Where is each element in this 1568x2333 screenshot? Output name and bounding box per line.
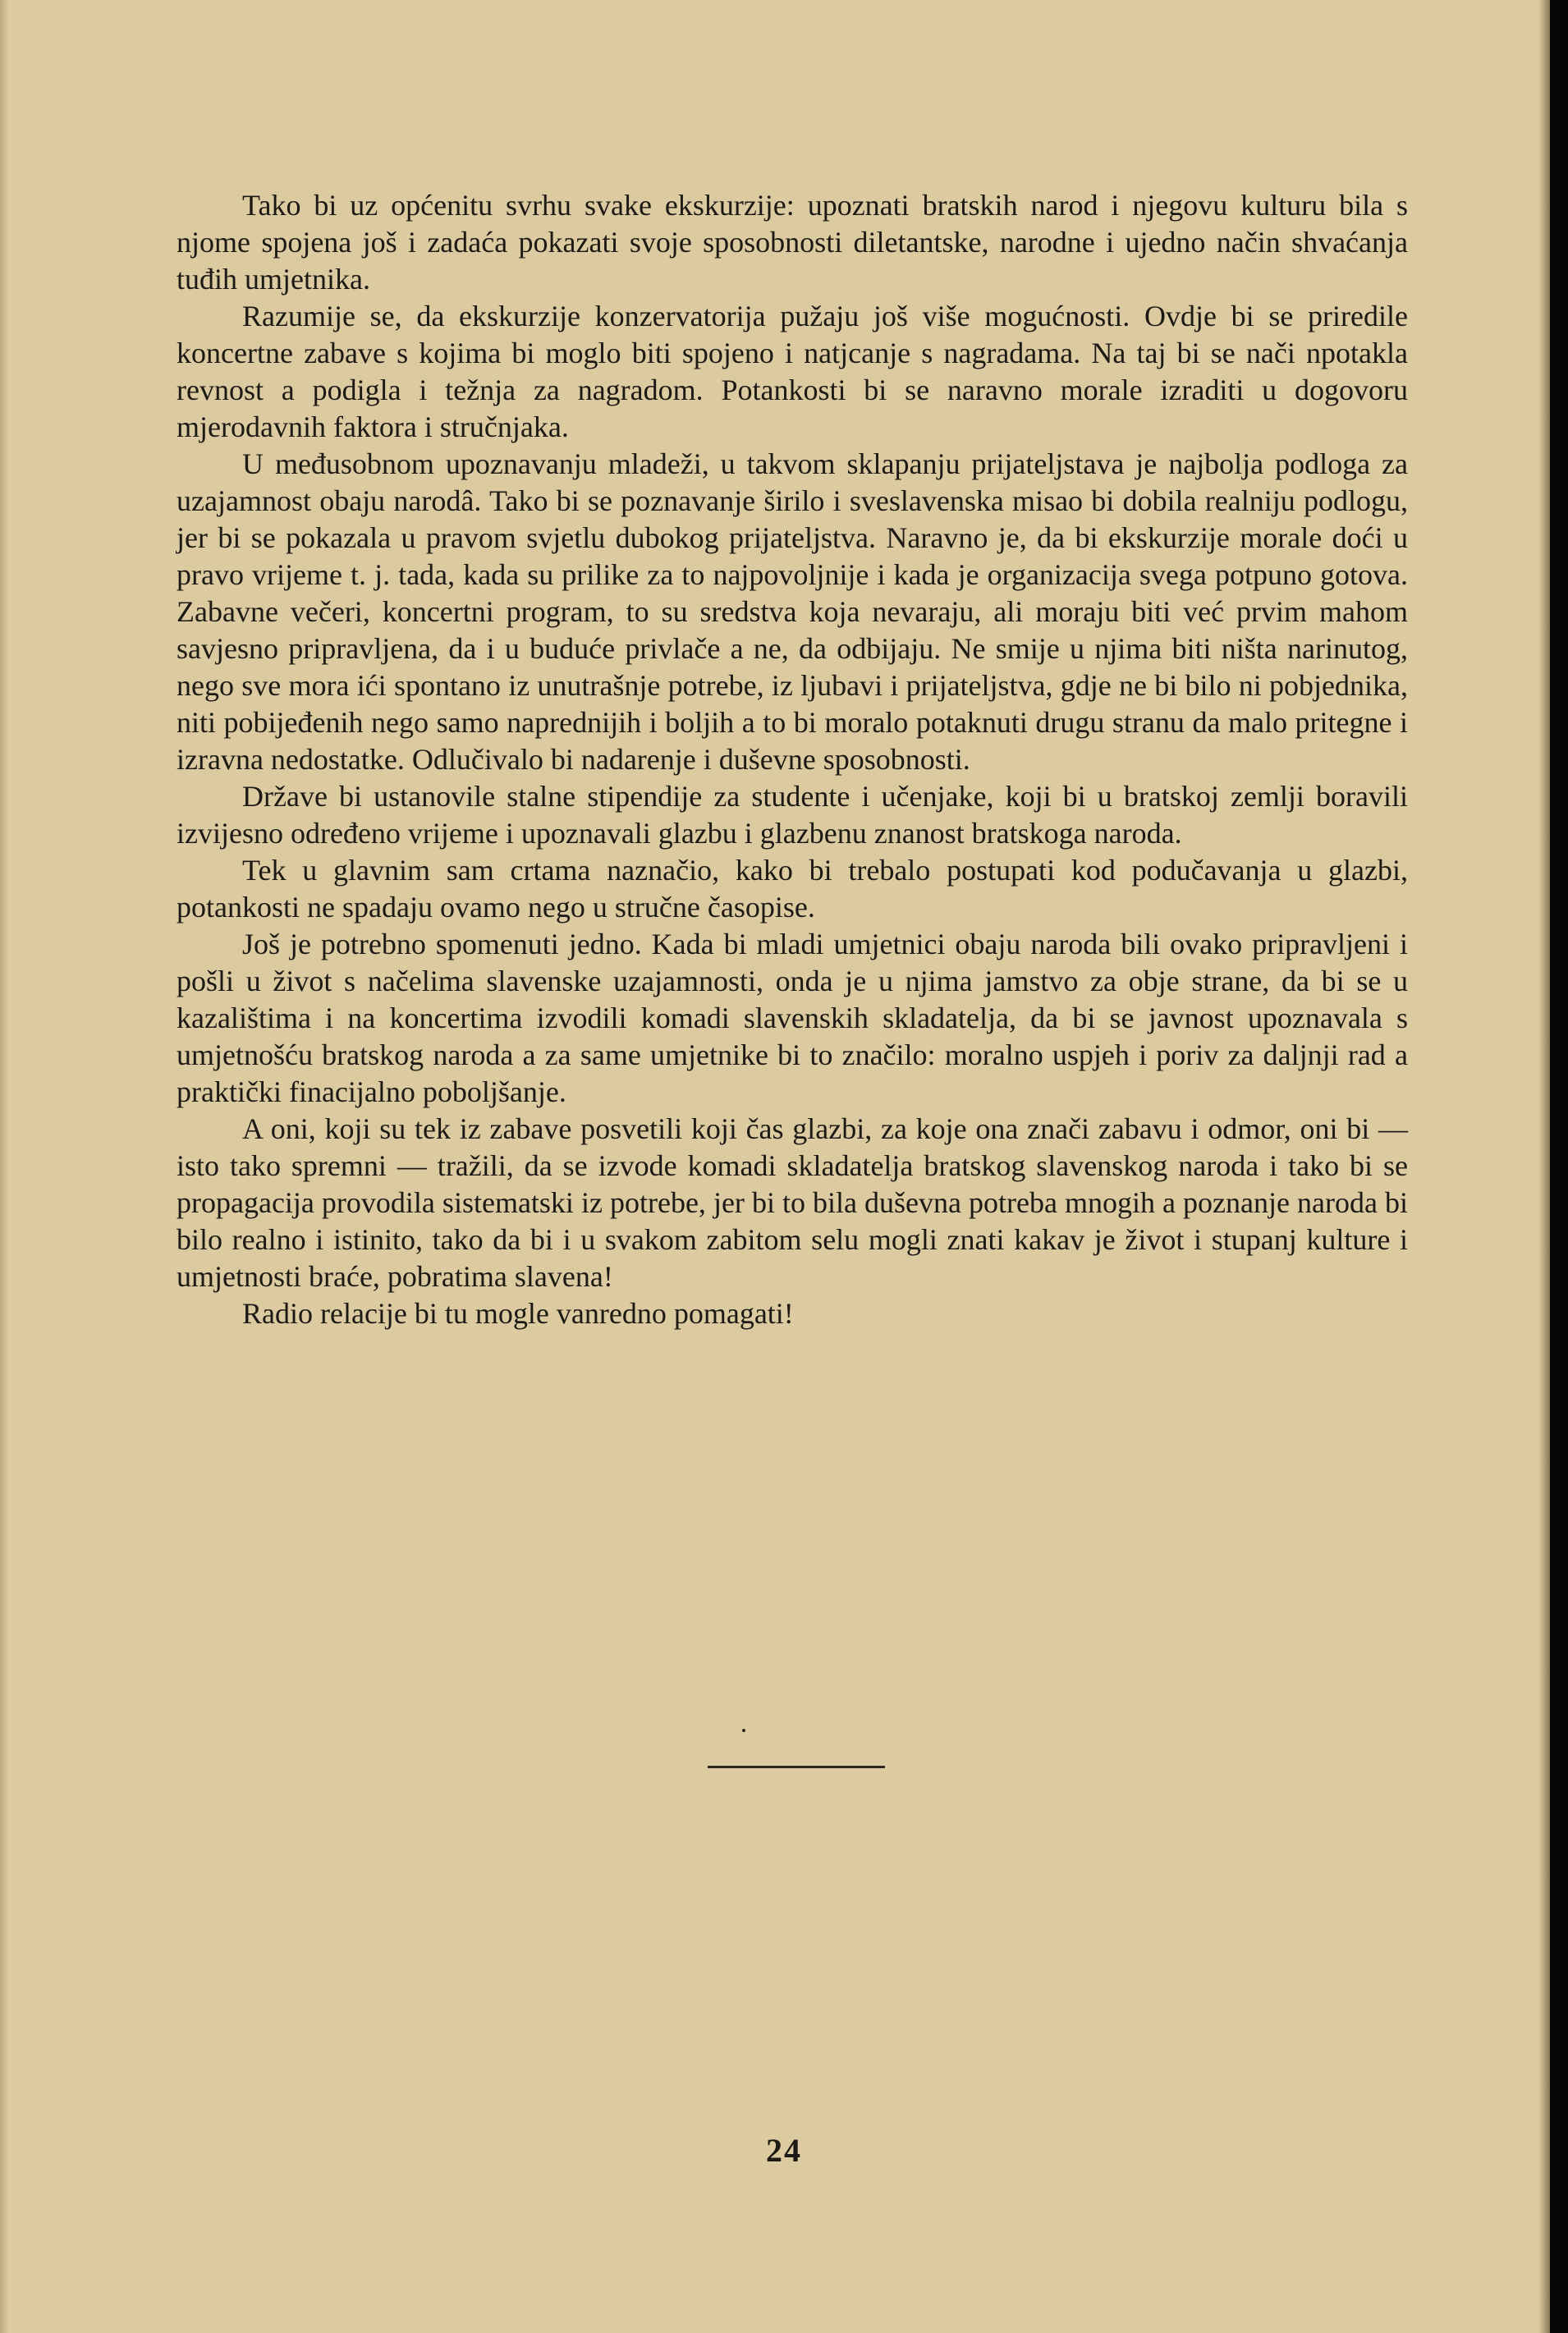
closing-divider [708, 1766, 885, 1768]
paragraph: Radio relacije bi tu mogle vanredno pomagati! [242, 1297, 794, 1330]
paragraph: U međusobnom upoznavanju mladeži, u takvom sklapanju prijateljstava je najbolja podloga za uzajamnost obaju narodâ. Tako bi se poznavanje širilo i sveslavenska misao bi dobila realniju podlogu, jer bi se pokazala u pravom svjetlu dubokog prijateljstva. Naravno je, da bi ekskurzije morale doći u pravo vrijeme t. j. tada, kada su prilike za to najpovoljnije i kada je organizacija svega potpuno gotova. Zabavne večeri, koncertni program, to su sredstva koja nevaraju, ali moraju biti već prvim mahom savjesno pripravljena, da i u buduće privlače a ne, da odbijaju. Ne smije u njima biti ništa narinutog, nego sve mora ići spontano iz unutrašnje potrebe, iz ljubavi i prijateljstva, gdje ne bi bilo ni pobjednika, niti pobijeđenih nego samo naprednijih i boljih a to bi moralo potaknuti drugu stranu da malo pritegne i izravna nedostatke. Odlučivalo bi nadarenje i duševne sposobnosti. [177, 447, 1408, 776]
paragraph: A oni, koji su tek iz zabave posvetili koji čas glazbi, za koje ona znači zabavu i odmor, oni bi — isto tako spremni — tražili, da se izvode komadi skladatelja bratskog slavenskog naroda i tako bi se propagacija provodila sistematski iz potrebe, jer bi to bila duševna potreba mnogih a poznanje naroda bi bilo realno i istinito, tako da bi i u svakom zabitom selu mogli znati kakav je život i stupanj kulture i umjetnosti braće, pobratima slavena! [177, 1112, 1408, 1293]
page-number: 24 [766, 2132, 802, 2169]
scan-edge-left [0, 0, 8, 2333]
paragraph: Tako bi uz općenitu svrhu svake ekskurzije: upoznati bratskih narod i njegovu kulturu bila s njome spojena još i zadaća pokazati svoje sposobnosti diletantske, narodne i ujedno način shvaćanja tuđih umjetnika. [177, 189, 1408, 296]
closing-dot [742, 1729, 745, 1732]
paragraph: Tek u glavnim sam crtama naznačio, kako bi trebalo postupati kod podučavanja u glazbi, potankosti ne spadaju ovamo nego u stručne časopise. [177, 854, 1408, 924]
paragraph: Razumije se, da ekskurzije konzervatorija pužaju još više mogućnosti. Ovdje bi se priredile koncertne zabave s kojima bi moglo biti spojeno i natjcanje s nagradama. Na taj bi se nači npotakla revnost a podigla i težnja za nagradom. Potankosti bi se naravno morale izraditi u dogovoru mjerodavnih faktora i stručnjaka. [177, 300, 1408, 443]
paragraph: Još je potrebno spomenuti jedno. Kada bi mladi umjetnici obaju naroda bili ovako pripravljeni i pošli u život s načelima slavenske uzajamnosti, onda je u njima jamstvo za obje strane, da bi se u kazalištima i na koncertima izvodili komadi slavenskih skladatelja, da bi se javnost upoznavala s umjetnošću bratskog naroda a za same umjetnike bi to značilo: moralno uspjeh i poriv za daljnji rad a praktički finacijalno poboljšanje. [177, 928, 1408, 1108]
scan-edge-shadow [1538, 0, 1550, 2333]
scan-edge-right [1550, 0, 1568, 2333]
body-text [177, 187, 1408, 1332]
paragraph: Države bi ustanovile stalne stipendije za studente i učenjake, koji bi u bratskoj zemlji boravili izvijesno određeno vrijeme i upoznavali glazbu i glazbenu znanost bratskoga naroda. [177, 780, 1408, 850]
